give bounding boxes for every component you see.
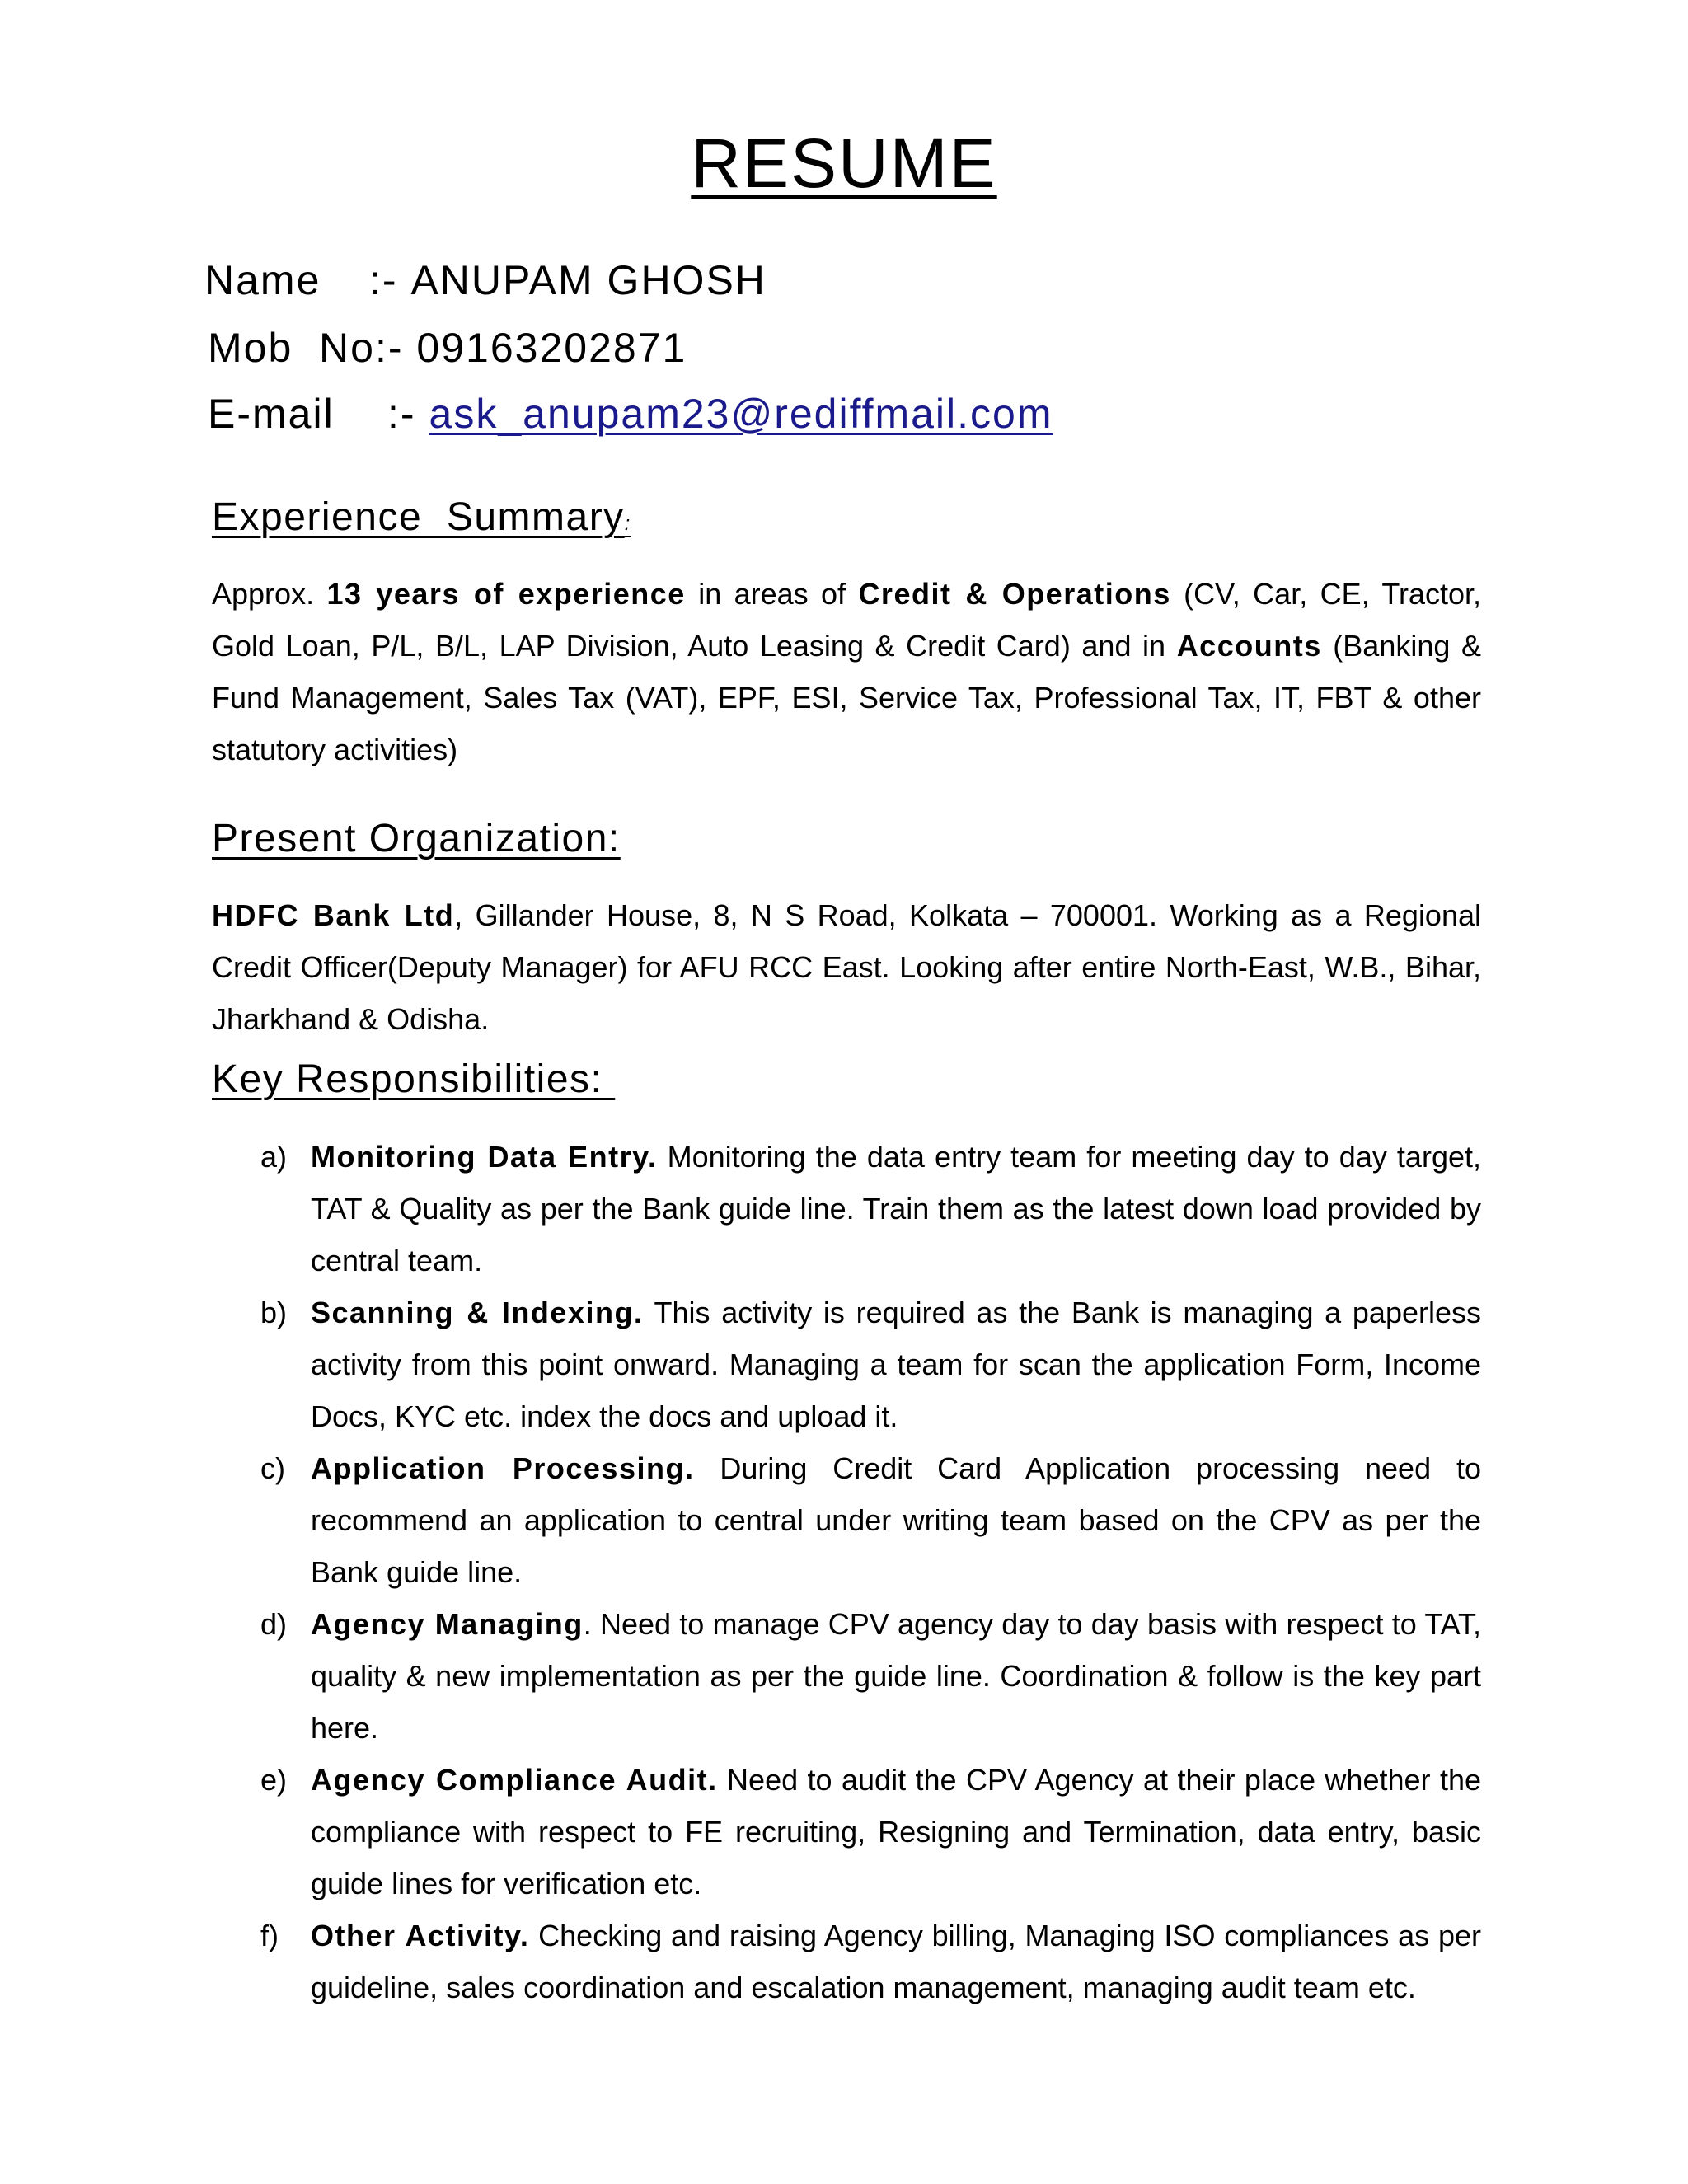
- list-marker: c): [260, 1451, 285, 1485]
- summary-highlight: Credit & Operations: [858, 577, 1171, 611]
- name-row: [204, 255, 767, 305]
- mobile-label: Mob No:-: [208, 325, 404, 371]
- organization-details: , Gillander House, 8, N S Road, Kolkata – 700001. Working as a Regional Credit Officer(Deputy Manager) for AFU RCC East. Looking after entire North-East, W.B., Bihar, Jharkhand & Odisha.: [212, 898, 1481, 1036]
- resume-title: [0, 122, 1688, 204]
- email-link[interactable]: ask_anupam23@rediffmail.com: [429, 391, 1053, 437]
- responsibility-text: This activity is required as the Bank is managing a paperless activity from this point onward. Managing a team for scan the application Form, Income Docs, KYC etc. index the docs and upload it.: [311, 1296, 1481, 1433]
- present-organization-text: [212, 889, 1481, 1045]
- responsibility-title: Scanning & Indexing.: [311, 1296, 644, 1329]
- company-name: HDFC Bank Ltd: [212, 898, 455, 932]
- summary-part: in areas of: [685, 577, 859, 611]
- responsibility-item: [212, 1131, 1481, 1286]
- email-separator: :-: [387, 391, 416, 437]
- responsibility-item: [212, 1754, 1481, 1910]
- responsibility-item: [212, 1598, 1481, 1754]
- present-organization-heading: [212, 814, 621, 864]
- name-value: ANUPAM GHOSH: [410, 257, 767, 303]
- responsibility-item: [212, 1910, 1481, 2013]
- name-label: Name: [204, 257, 321, 303]
- list-marker: b): [260, 1296, 288, 1329]
- responsibility-title: Other Activity.: [311, 1919, 530, 1952]
- mobile-row: [208, 323, 687, 373]
- responsibility-title: Application Processing.: [311, 1451, 695, 1485]
- responsibility-text: Need to audit the CPV Agency at their place whether the compliance with respect to FE recruiting, Resigning and Termination, data entry, basic guide lines for verification etc.: [311, 1763, 1481, 1900]
- responsibility-text: Monitoring the data entry team for meeting day to day target, TAT & Quality as per the Bank guide line. Train them as the latest down load provided by central team.: [311, 1140, 1481, 1277]
- responsibility-text: Checking and raising Agency billing, Managing ISO compliances as per guideline, sales coordination and escalation management, managing audit team etc.: [311, 1919, 1481, 2004]
- summary-part: (CV, Car, CE, Tractor, Gold Loan, P/L, B/L, LAP Division, Auto Leasing & Credit Card) and in: [212, 577, 1482, 663]
- responsibilities-list: [212, 1131, 1481, 2013]
- key-responsibilities-heading: [212, 1055, 615, 1104]
- summary-part: Approx.: [212, 577, 327, 611]
- present-organization-heading-text: Present Organization:: [212, 817, 621, 860]
- responsibility-text: During Credit Card Application processing need to recommend an application to central under writing team based on the CPV as per the Bank guide line.: [311, 1451, 1481, 1589]
- email-label: E-mail: [208, 391, 335, 437]
- experience-summary-heading-colon: :: [624, 513, 631, 535]
- responsibility-title: Agency Compliance Audit.: [311, 1763, 718, 1797]
- mobile-value: 09163202871: [416, 325, 687, 371]
- responsibility-title: Agency Managing: [311, 1607, 584, 1641]
- experience-summary-heading: [212, 493, 631, 549]
- name-separator: :-: [369, 257, 398, 303]
- list-marker: a): [260, 1140, 288, 1174]
- list-marker: e): [260, 1763, 288, 1797]
- experience-summary-heading-text: Experience Summary: [212, 495, 625, 539]
- experience-summary-text: [212, 568, 1481, 776]
- resume-title-text: RESUME: [691, 124, 997, 202]
- responsibility-item: [212, 1442, 1481, 1598]
- summary-highlight: 13 years of experience: [326, 577, 686, 611]
- responsibility-title: Monitoring Data Entry.: [311, 1140, 658, 1174]
- list-marker: d): [260, 1607, 288, 1641]
- email-row: [208, 389, 1053, 438]
- summary-highlight: Accounts: [1176, 629, 1322, 663]
- responsibility-item: [212, 1286, 1481, 1442]
- responsibility-text: . Need to manage CPV agency day to day basis with respect to TAT, quality & new implementation as per the guide line. Coordination & follow is the key part here.: [311, 1607, 1481, 1745]
- summary-part: (Banking & Fund Management, Sales Tax (VAT), EPF, ESI, Service Tax, Professional Tax, IT, FBT & other statutory activities): [212, 629, 1482, 766]
- key-responsibilities-heading-text: Key Responsibilities:: [212, 1057, 616, 1101]
- list-marker: f): [260, 1919, 279, 1952]
